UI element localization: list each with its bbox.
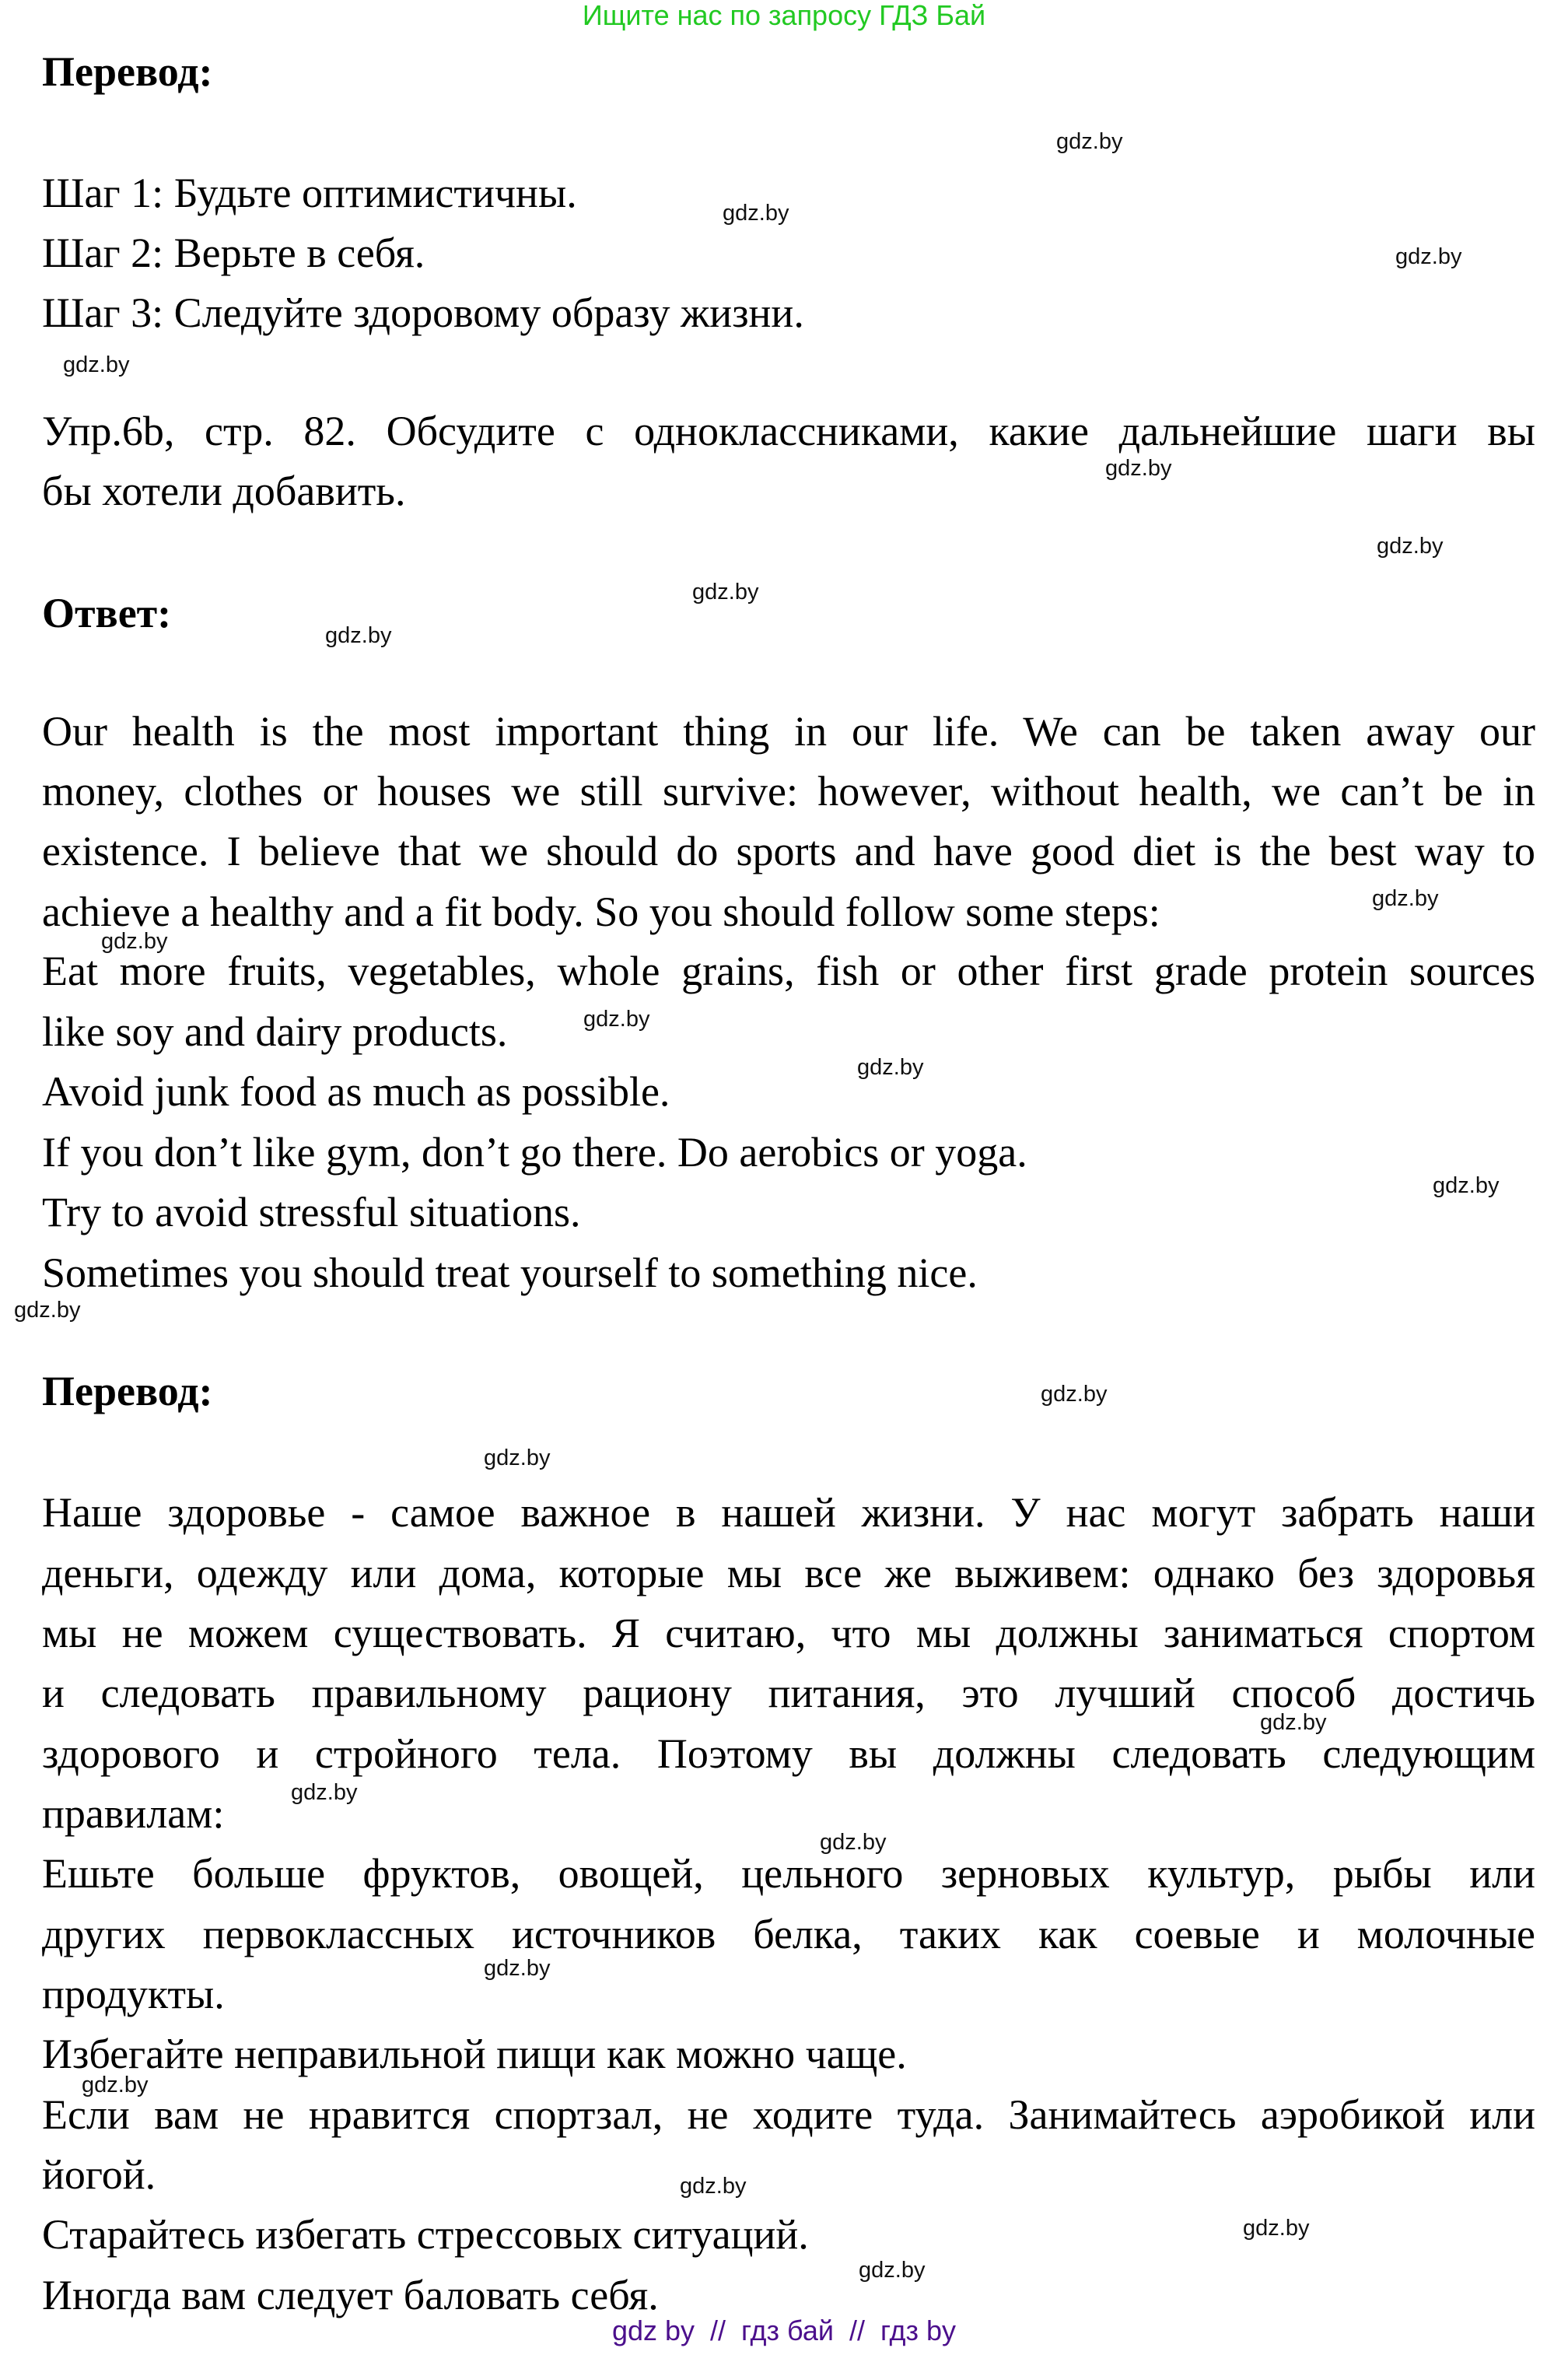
watermark: gdz.by — [692, 580, 759, 605]
translation-line-2: деньги, одежду или дома, которые мы все же выживем: однако без здоровья — [42, 1550, 1535, 1596]
answer-line-10: Sometimes you should treat yourself to something nice. — [42, 1249, 978, 1296]
watermark: gdz.by — [1243, 2216, 1310, 2241]
translation-line-10: Избегайте неправильной пищи как можно чаще. — [42, 2031, 907, 2077]
answer-line-1: Our health is the most important thing in our life. We can be taken away our — [42, 708, 1535, 755]
translation-line-14: Иногда вам следует баловать себя. — [42, 2272, 659, 2318]
translation-heading-1: Перевод: — [42, 48, 213, 95]
watermark: gdz.by — [1395, 244, 1462, 269]
watermark: gdz.by — [484, 1446, 551, 1470]
translation-line-13: Старайтесь избегать стрессовых ситуаций. — [42, 2211, 809, 2258]
answer-line-6: like soy and dairy products. — [42, 1008, 508, 1055]
answer-line-3: existence. I believe that we should do sports and have good diet is the best way to — [42, 828, 1535, 874]
translation-line-6: правилам: — [42, 1790, 225, 1837]
watermark: gdz.by — [484, 1956, 551, 1981]
step-2: Шаг 2: Верьте в себя. — [42, 230, 425, 276]
watermark: gdz.by — [857, 1055, 924, 1080]
translation-heading-2: Перевод: — [42, 1368, 213, 1414]
answer-line-2: money, clothes or houses we still survive: however, without health, we can’t be in — [42, 768, 1535, 815]
search-banner[interactable]: Ищите нас по запросу ГДЗ Бай — [582, 0, 986, 31]
watermark: gdz.by — [859, 2258, 926, 2283]
watermark: gdz.by — [1260, 1710, 1327, 1735]
exercise-line-1: Упр.6b, стр. 82. Обсудите с одноклассниками, какие дальнейшие шаги вы — [42, 408, 1535, 454]
watermark: gdz.by — [723, 201, 789, 226]
translation-line-9: продукты. — [42, 1971, 225, 2017]
translation-line-12: йогой. — [42, 2151, 156, 2198]
translation-line-4: и следовать правильному рациону питания, это лучший способ достичь — [42, 1670, 1535, 1716]
watermark: gdz.by — [1056, 129, 1123, 154]
watermark: gdz.by — [820, 1830, 887, 1855]
watermark: gdz.by — [63, 352, 130, 377]
footer-links[interactable]: gdz by // гдз бай // гдз by — [611, 2315, 957, 2346]
translation-line-5: здорового и стройного тела. Поэтому вы должны следовать следующим — [42, 1730, 1535, 1777]
watermark: gdz.by — [14, 1298, 81, 1323]
watermark: gdz.by — [583, 1007, 650, 1032]
translation-line-8: других первоклассных источников белка, таких как соевые и молочные — [42, 1911, 1535, 1957]
answer-line-4: achieve a healthy and a fit body. So you should follow some steps: — [42, 888, 1160, 935]
watermark: gdz.by — [1105, 456, 1172, 481]
watermark: gdz.by — [325, 623, 392, 648]
watermark: gdz.by — [291, 1780, 358, 1805]
watermark: gdz.by — [82, 2073, 149, 2097]
answer-line-7: Avoid junk food as much as possible. — [42, 1068, 670, 1115]
answer-line-8: If you don’t like gym, don’t go there. Do aerobics or yoga. — [42, 1129, 1027, 1176]
translation-line-1: Наше здоровье - самое важное в нашей жизни. У нас могут забрать наши — [42, 1489, 1535, 1536]
watermark: gdz.by — [1372, 886, 1439, 911]
answer-line-9: Try to avoid stressful situations. — [42, 1189, 581, 1235]
answer-heading: Ответ: — [42, 590, 172, 636]
translation-line-11: Если вам не нравится спортзал, не ходите туда. Занимайтесь аэробикой или — [42, 2091, 1535, 2138]
watermark: gdz.by — [680, 2174, 747, 2199]
watermark: gdz.by — [1433, 1173, 1500, 1198]
step-3: Шаг 3: Следуйте здоровому образу жизни. — [42, 289, 804, 336]
translation-line-7: Ешьте больше фруктов, овощей, цельного зерновых культур, рыбы или — [42, 1850, 1535, 1897]
watermark: gdz.by — [101, 929, 168, 954]
translation-line-3: мы не можем существовать. Я считаю, что мы должны заниматься спортом — [42, 1610, 1535, 1656]
watermark: gdz.by — [1041, 1382, 1108, 1407]
step-1: Шаг 1: Будьте оптимистичны. — [42, 170, 577, 216]
answer-line-5: Eat more fruits, vegetables, whole grains, fish or other first grade protein sources — [42, 948, 1535, 994]
watermark: gdz.by — [1377, 534, 1444, 559]
exercise-line-2: бы хотели добавить. — [42, 468, 406, 514]
